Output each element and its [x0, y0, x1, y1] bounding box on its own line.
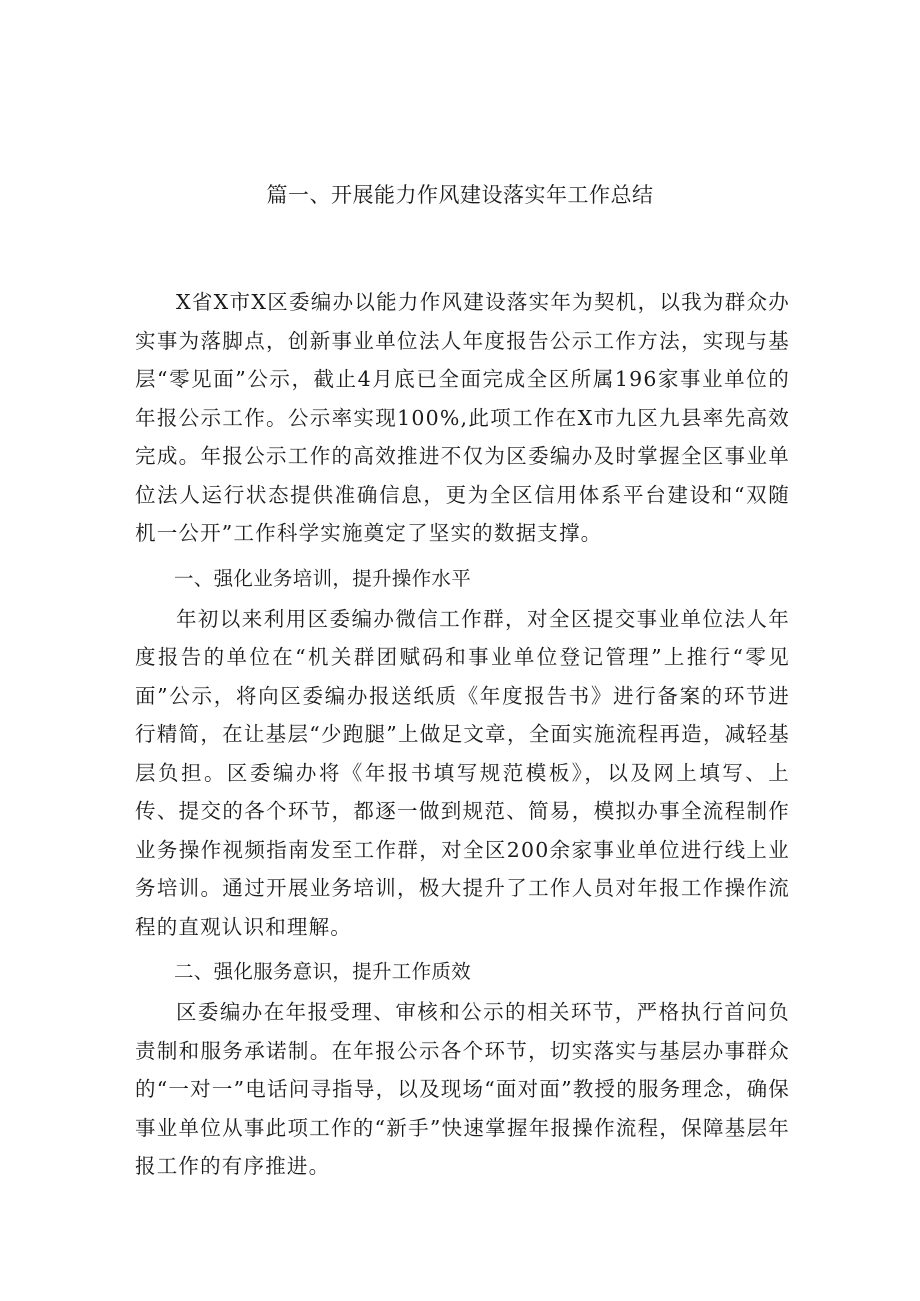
- section-body-1: 年初以来利用区委编办微信工作群，对全区提交事业单位法人年度报告的单位在“机关群团赋码和事业单位登记管理”上推行“零见面”公示，将向区委编办报送纸质《年度报告书》进行备案的环节进行精简，在让基层“少跑腿”上做足文章，全面实施流程再造，减轻基层负担。区委编办将《年报书填写规范模板》，以及网上填写、上传、提交的各个环节，都逐一做到规范、简易，模拟办事全流程制作业务操作视频指南发至工作群，对全区200余家事业单位进行线上业务培训。通过开展业务培训，极大提升了工作人员对年报工作操作流程的直观认识和理解。: [135, 606, 790, 939]
- section-body-2: 区委编办在年报受理、审核和公示的相关环节，严格执行首问负责制和服务承诺制。在年报公示各个环节，切实落实与基层办事群众的“一对一”电话问寻指导，以及现场“面对面”教授的服务理念，确保事业单位从事此项工作的“新手”快速掌握年报操作流程，保障基层年报工作的有序推进。: [135, 1000, 790, 1178]
- intro-paragraph: X省X市X区委编办以能力作风建设落实年为契机，以我为群众办实事为落脚点，创新事业单位法人年度报告公示工作方法，实现与基层“零见面”公示，截止4月底已全面完成全区所属196家事业单位的年报公示工作。公示率实现100%,此项工作在X市九区九县率先高效完成。年报公示工作的高效推进不仅为区委编办及时掌握全区事业单位法人运行状态提供准确信息，更为全区信用体系平台建设和“双随机一公开”工作科学实施奠定了坚实的数据支撑。: [135, 290, 790, 545]
- section-heading-2: 二、强化服务意识，提升工作质效: [174, 960, 472, 983]
- document-body: [135, 283, 790, 1186]
- document-title: 篇一、开展能力作风建设落实年工作总结: [266, 183, 654, 207]
- section-heading-1: 一、强化业务培训，提升操作水平: [174, 566, 472, 590]
